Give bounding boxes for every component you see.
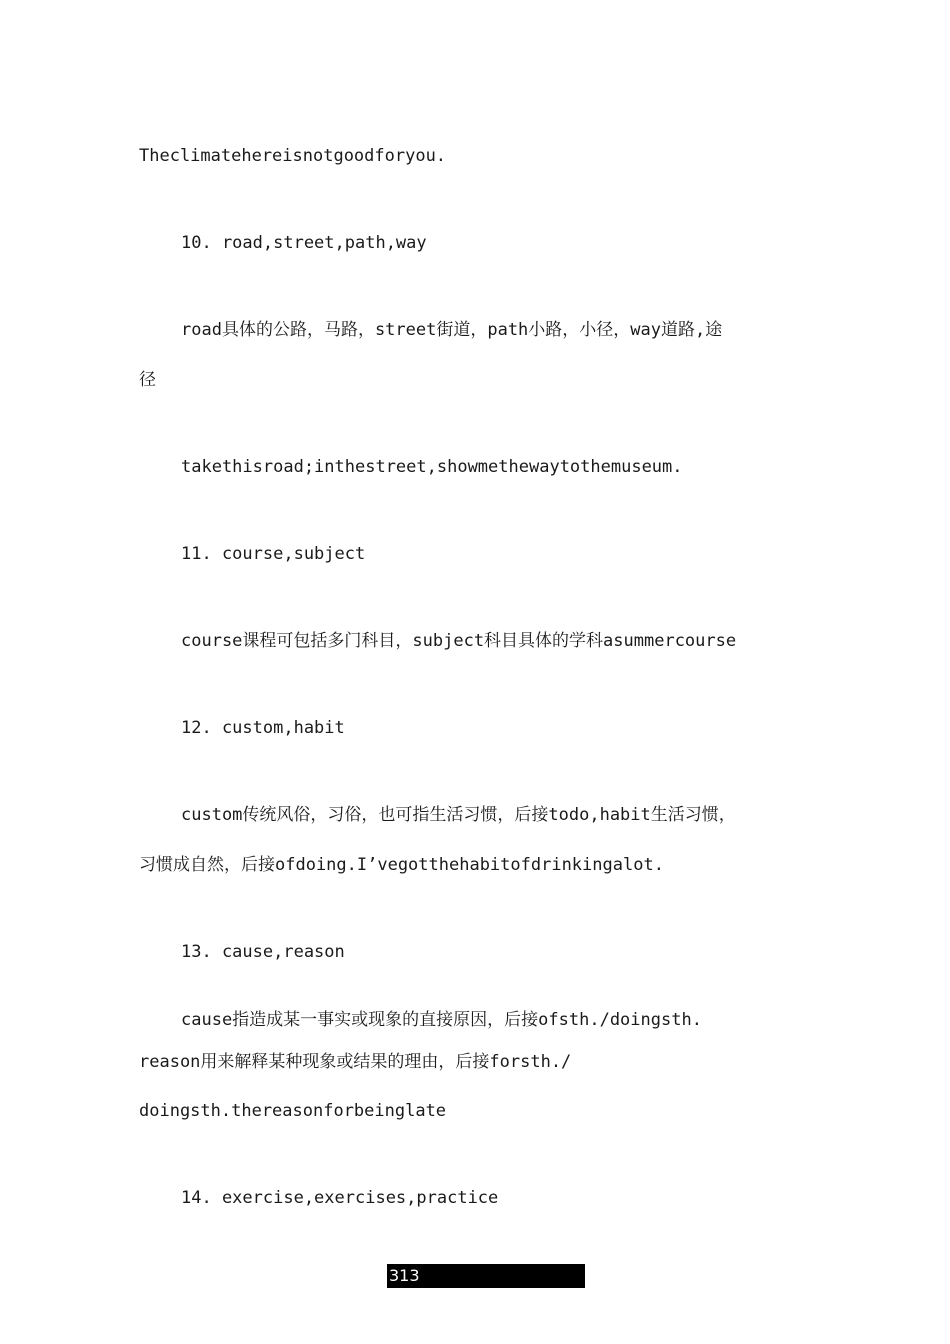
- page-number: 313: [389, 1266, 420, 1285]
- item-heading-11: 11. course,subject: [181, 544, 366, 564]
- item-heading-14: 14. exercise,exercises,practice: [181, 1188, 499, 1208]
- paragraph-line: reason用来解释某种现象或结果的理由，后接forsth./: [139, 1052, 572, 1072]
- paragraph-line: course课程可包括多门科目，subject科目具体的学科asummercourse: [181, 631, 737, 651]
- paragraph-line: doingsth.thereasonforbeinglate: [139, 1101, 447, 1121]
- paragraph-line: custom传统风俗，习俗，也可指生活习惯，后接todo,habit生活习惯，: [181, 805, 736, 825]
- text-line: Theclimatehereisnotgoodforyou.: [139, 146, 447, 166]
- page-footer: [387, 1264, 585, 1288]
- paragraph-line: takethisroad;inthestreet,showmethewaytothemuseum.: [181, 457, 683, 477]
- item-heading-10: 10. road,street,path,way: [181, 233, 427, 253]
- paragraph-line: road具体的公路，马路，street街道，path小路，小径，way道路,途: [181, 320, 723, 340]
- item-heading-13: 13. cause,reason: [181, 942, 345, 962]
- item-heading-12: 12. custom,habit: [181, 718, 345, 738]
- paragraph-line: 径: [139, 370, 156, 390]
- paragraph-line: 习惯成自然，后接ofdoing.I’vegotthehabitofdrinkingalot.: [139, 855, 664, 875]
- paragraph-line: cause指造成某一事实或现象的直接原因，后接ofsth./doingsth.: [181, 1010, 702, 1030]
